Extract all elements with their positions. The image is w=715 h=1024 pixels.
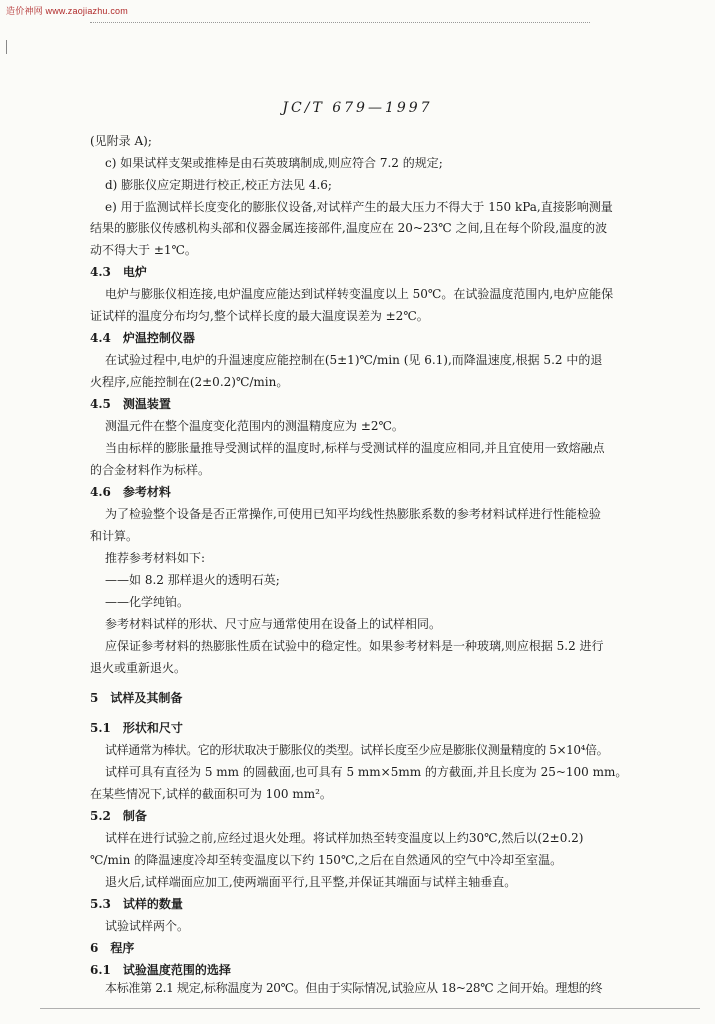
- text-line: 电炉与膨胀仪相连接,电炉温度应能达到试样转变温度以上 50℃。在试验温度范围内,电炉应能保: [105, 287, 614, 301]
- chapter-heading: 6 程序: [90, 941, 135, 955]
- section-heading: 4.6 参考材料: [90, 485, 171, 499]
- text-line: 的合金材料作为标样。: [90, 463, 211, 477]
- text-line: (见附录 A);: [90, 134, 152, 148]
- document-header: JC/T 679—1997: [282, 100, 433, 116]
- text-line: 本标准第 2.1 规定,标称温度为 20℃。但由于实际情况,试验应从 18~28℃ 之间开始。理想的终: [105, 981, 603, 995]
- text-line: 证试样的温度分布均匀,整个试样长度的最大温度误差为 ±2℃。: [90, 309, 429, 323]
- text-line: ℃/min 的降温速度冷却至转变温度以下约 150℃,之后在自然通风的空气中冷却至室温。: [90, 853, 563, 867]
- text-line: 应保证参考材料的热膨胀性质在试验中的稳定性。如果参考材料是一种玻璃,则应根据 5.2 进行: [105, 639, 604, 653]
- section-heading: 4.5 测温装置: [90, 397, 171, 411]
- section-heading: 5.1 形状和尺寸: [90, 721, 183, 735]
- text-line: 在某些情况下,试样的截面积可为 100 mm²。: [90, 787, 332, 801]
- text-line: 退火后,试样端面应加工,使两端面平行,且平整,并保证其端面与试样主轴垂直。: [105, 875, 517, 889]
- text-line: 试样可具有直径为 5 mm 的圆截面,也可具有 5 mm×5mm 的方截面,并且长度为 25~100 mm。: [105, 765, 628, 779]
- text-line: 退火或重新退火。: [90, 661, 187, 675]
- text-line: 结果的膨胀仪传感机构头部和仪器金属连接部件,温度应在 20~23℃ 之间,且在每个阶段,温度的波: [90, 221, 608, 235]
- text-line: 试样在进行试验之前,应经过退火处理。将试样加热至转变温度以上约30℃,然后以(2±0.2): [105, 831, 584, 845]
- text-line: 动不得大于 ±1℃。: [90, 243, 197, 257]
- bottom-rule: [40, 1008, 700, 1009]
- top-rule: [90, 22, 590, 23]
- edge-mark: [6, 40, 7, 54]
- section-heading: 6.1 试验温度范围的选择: [90, 963, 231, 977]
- text-line: 为了检验整个设备是否正常操作,可使用已知平均线性热膨胀系数的参考材料试样进行性能检验: [105, 507, 601, 521]
- text-line: e) 用于监测试样长度变化的膨胀仪设备,对试样产生的最大压力不得大于 150 kPa,直接影响测量: [105, 200, 613, 214]
- text-line: d) 膨胀仪应定期进行校正,校正方法见 4.6;: [105, 178, 332, 192]
- text-line: 试验试样两个。: [105, 919, 190, 933]
- text-line: 当由标样的膨胀量推导受测试样的温度时,标样与受测试样的温度应相同,并且宜使用一致熔融点: [105, 441, 605, 455]
- text-line: 和计算。: [90, 529, 139, 543]
- section-heading: 5.3 试样的数量: [90, 897, 183, 911]
- section-heading: 5.2 制备: [90, 809, 147, 823]
- watermark-text: 造价神网 www.zaojiazhu.com: [6, 6, 128, 16]
- text-line: 推荐参考材料如下:: [105, 551, 206, 565]
- list-item: ——如 8.2 那样退火的透明石英;: [105, 573, 280, 587]
- chapter-heading: 5 试样及其制备: [90, 691, 183, 705]
- text-line: 火程序,应能控制在(2±0.2)℃/min。: [90, 375, 289, 389]
- section-heading: 4.3 电炉: [90, 265, 147, 279]
- section-heading: 4.4 炉温控制仪器: [90, 331, 195, 345]
- text-line: 参考材料试样的形状、尺寸应与通常使用在设备上的试样相同。: [105, 617, 442, 631]
- text-line: 在试验过程中,电炉的升温速度应能控制在(5±1)℃/min (见 6.1),而降温速度,根据 5.2 中的退: [105, 353, 603, 367]
- text-line: 试样通常为棒状。它的形状取决于膨胀仪的类型。试样长度至少应是膨胀仪测量精度的 5×10⁴倍。: [105, 743, 609, 757]
- text-line: c) 如果试样支架或推棒是由石英玻璃制成,则应符合 7.2 的规定;: [105, 156, 443, 170]
- text-line: 测温元件在整个温度变化范围内的测温精度应为 ±2℃。: [105, 419, 404, 433]
- list-item: ——化学纯铂。: [105, 595, 190, 609]
